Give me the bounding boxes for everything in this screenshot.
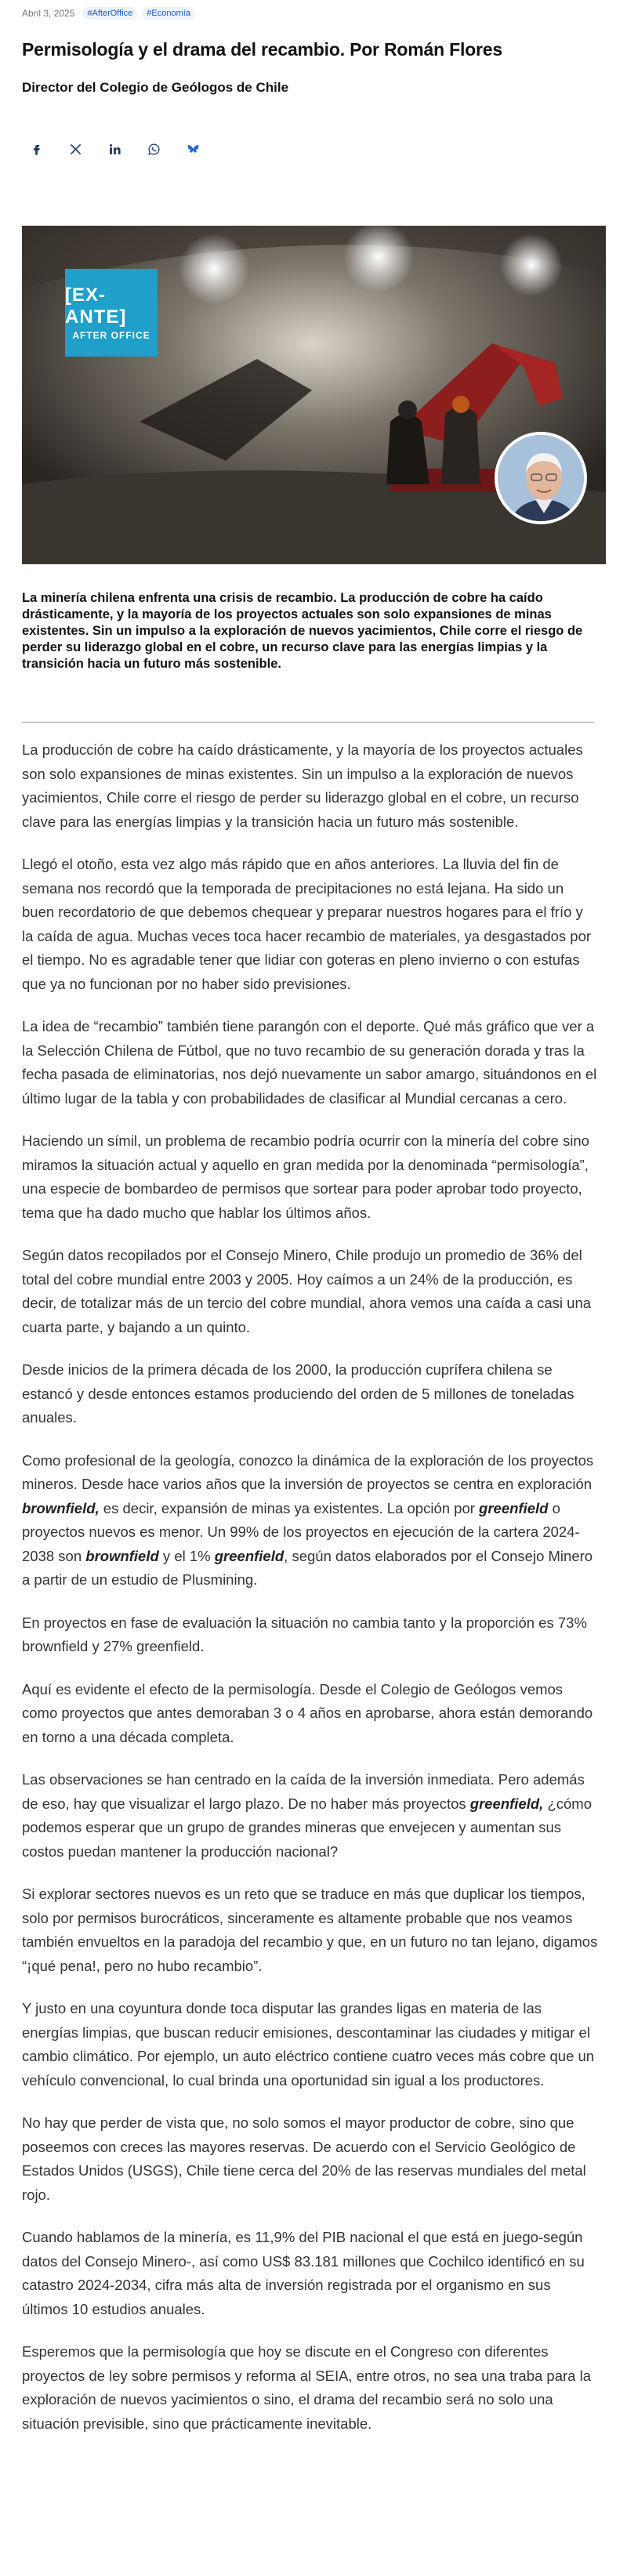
facebook-share-button[interactable] [22, 135, 50, 163]
paragraph: En proyectos en fase de evaluación la situación no cambia tanto y la proporción es 73% brownfield y 27% greenfield. [22, 1614, 587, 1654]
article-body [22, 738, 598, 2455]
lead-divider [22, 722, 594, 723]
hero-image [22, 226, 606, 564]
exante-logo [65, 269, 158, 357]
text-segment: ¿cómo podemos esperar que un grupo de grandes mineras que envejecen y aumentan sus costos puedan mantener la producción nacional? [22, 1795, 593, 1860]
share-bar [22, 135, 207, 163]
x-share-button[interactable] [61, 135, 89, 163]
paragraph: Llegó el otoño, esta vez algo más rápido que en años anteriores. La lluvia del fin de semana nos recordó que la temporada de precipitaciones no está lejana. Ha sido un buen recordatorio de que debemos chequear y preparar nuestros hogares para el frío y la caída de agua. Muchas veces toca hacer recambio de materiales, ya desgastados por el tiempo. No es agradable tener que lidiar con goteras en pleno invierno o con estufas que ya no funcionan por no haber sido previsiones. [22, 856, 592, 992]
article-lead: La minería chilena enfrenta una crisis de recambio. La producción de cobre ha caído drásticamente, y la mayoría de los proyectos actuales son solo expansiones de minas existentes. Sin un impulso a la exploración de nuevos yacimientos, Chile corre el riesgo de perder su liderazgo global en el cobre, un recurso clave para las energías limpias y la transición hacia un futuro más sostenible. [22, 591, 583, 671]
facebook-icon [30, 143, 43, 156]
whatsapp-icon [147, 143, 161, 156]
emphasis: greenfield, [469, 1795, 544, 1812]
paragraph [22, 1768, 598, 1864]
emphasis: greenfield [214, 1547, 285, 1564]
x-icon [69, 143, 82, 156]
paragraph: Haciendo un símil, un problema de recambio podría ocurrir con la minería del cobre sino miramos la situación actual y aquello en gran medida por la denominada “permisología”, una especie de bombardeo de permisos que sortear para poder aprobar todo proyecto, tema que ha dado mucho que hablar los últimos años. [22, 1132, 589, 1221]
whatsapp-share-button[interactable] [140, 135, 168, 163]
linkedin-icon [108, 143, 121, 156]
paragraph: La producción de cobre ha caído drásticamente, y la mayoría de los proyectos actuales son solo expansiones de minas existentes. Sin un impulso a la exploración de nuevos yacimientos, Chile corre el riesgo de perder su liderazgo global en el cobre, un recurso clave para las energías limpias y la transición hacia un futuro más sostenible. [22, 741, 583, 830]
paragraph [22, 1449, 598, 1592]
tag-afteroffice[interactable]: #AfterOffice [82, 7, 137, 20]
emphasis: brownfield [85, 1547, 159, 1564]
tag-economia[interactable]: #Economía [142, 7, 195, 20]
text-segment: y el 1% [158, 1547, 215, 1564]
text-segment: , según datos elaborados por el Consejo Minero a partir de un estudio de Plusmining. [22, 1547, 593, 1588]
paragraph: Desde inicios de la primera década de los 2000, la producción cuprífera chilena se estancó y desde entonces estamos produciendo del orden de 5 millones de toneladas anuales. [22, 1361, 574, 1426]
bluesky-share-button[interactable] [179, 135, 207, 163]
paragraph: Aquí es evidente el efecto de la permisología. Desde el Colegio de Geólogos vemos como proyectos que antes demoraban 3 o 4 años en aprobarse, ahora están demorando en torno a una década completa. [22, 1680, 593, 1745]
emphasis: brownfield, [22, 1499, 100, 1516]
text-segment: o proyectos nuevos es menor. Un 99% de los proyectos en ejecución de la cartera 2024-2038 son [22, 1499, 580, 1564]
author-avatar [495, 432, 587, 524]
logo-text: [EX-ANTE] [65, 284, 127, 328]
emphasis: greenfield [479, 1499, 549, 1516]
text-segment: es decir, expansión de minas ya existentes. La opción por [99, 1499, 480, 1516]
paragraph: Si explorar sectores nuevos es un reto que se traduce en más que duplicar los tiempos, solo por permisos burocráticos, sinceramente es altamente probable que nos veamos también envueltos en la paradoja del recambio y que, en un futuro no tan lejano, digamos “¡qué pena!, pero no hubo recambio”. [22, 1886, 598, 1974]
text-segment: Como profesional de la geología, conozco la dinámica de la exploración de los proyectos mineros. Desde hace varios años que la inversión de proyectos se centra en exploración [22, 1451, 594, 1492]
paragraph: Esperemos que la permisología que hoy se discute en el Congreso con diferentes proyectos de ley sobre permisos y reforma al SEIA, entre otros, no sea una traba para la exploración de nuevos yacimientos o sino, el drama del recambio será no solo una situación previsible, sino que prácticamente inevitable. [22, 2343, 591, 2432]
publish-date: Abril 3, 2025 [22, 8, 75, 19]
paragraph: Y justo en una coyuntura donde toca disputar las grandes ligas en materia de las energías limpias, que buscan reducir emisiones, descontaminar las ciudades y mitigar el cambio climático. Por ejemplo, un auto eléctrico contiene cuatro veces más cobre que un vehículo convencional, lo cual brinda una oportunidad sin igual a los productores. [22, 2000, 595, 2089]
author-portrait [498, 435, 587, 524]
linkedin-share-button[interactable] [100, 135, 129, 163]
paragraph: Según datos recopilados por el Consejo Minero, Chile produjo un promedio de 36% del total del cobre mundial entre 2003 y 2005. Hoy caímos a un 24% de la producción, es decir, de totalizar más de un tercio del cobre mundial, ahora vemos una caída a casi una cuarta parte, y bajando a un quinto. [22, 1247, 592, 1335]
paragraph: La idea de “recambio” también tiene parangón con el deporte. Qué más gráfico que ver a la Selección Chilena de Fútbol, que no tuvo recambio de su generación dorada y tras la fecha pasada de eliminatorias, nos dejó nuevamente un sabor amargo, situándonos en el último lugar de la tabla y con probabilidades de clasificar al Mundial cercanas a cero. [22, 1018, 597, 1107]
paragraph: Cuando hablamos de la minería, es 11,9% del PIB nacional el que está en juego-según datos del Consejo Minero-, así como US$ 83.181 millones que Cochilco identificó en su catastro 2024-2034, cifra más alta de inversión registrada por el organismo en sus últimos 10 estudios anuales. [22, 2229, 585, 2317]
bluesky-butterfly-icon [187, 143, 200, 156]
author-role: Director del Colegio de Geólogos de Chile [22, 80, 289, 95]
paragraph: No hay que perder de vista que, no solo somos el mayor productor de cobre, sino que poseemos con creces las mayores reservas. De acuerdo con el Servicio Geológico de Estados Unidos (USGS), Chile tiene cerca del 20% de las reservas mundiales del metal rojo. [22, 2114, 586, 2203]
text-segment: Las observaciones se han centrado en la caída de la inversión inmediata. Pero además de eso, hay que visualizar el largo plazo. De no haber más proyectos [22, 1771, 585, 1812]
logo-subtext: AFTER OFFICE [72, 330, 150, 341]
article-meta [22, 7, 195, 20]
article-title: Permisología y el drama del recambio. Por Román Flores [22, 39, 502, 60]
